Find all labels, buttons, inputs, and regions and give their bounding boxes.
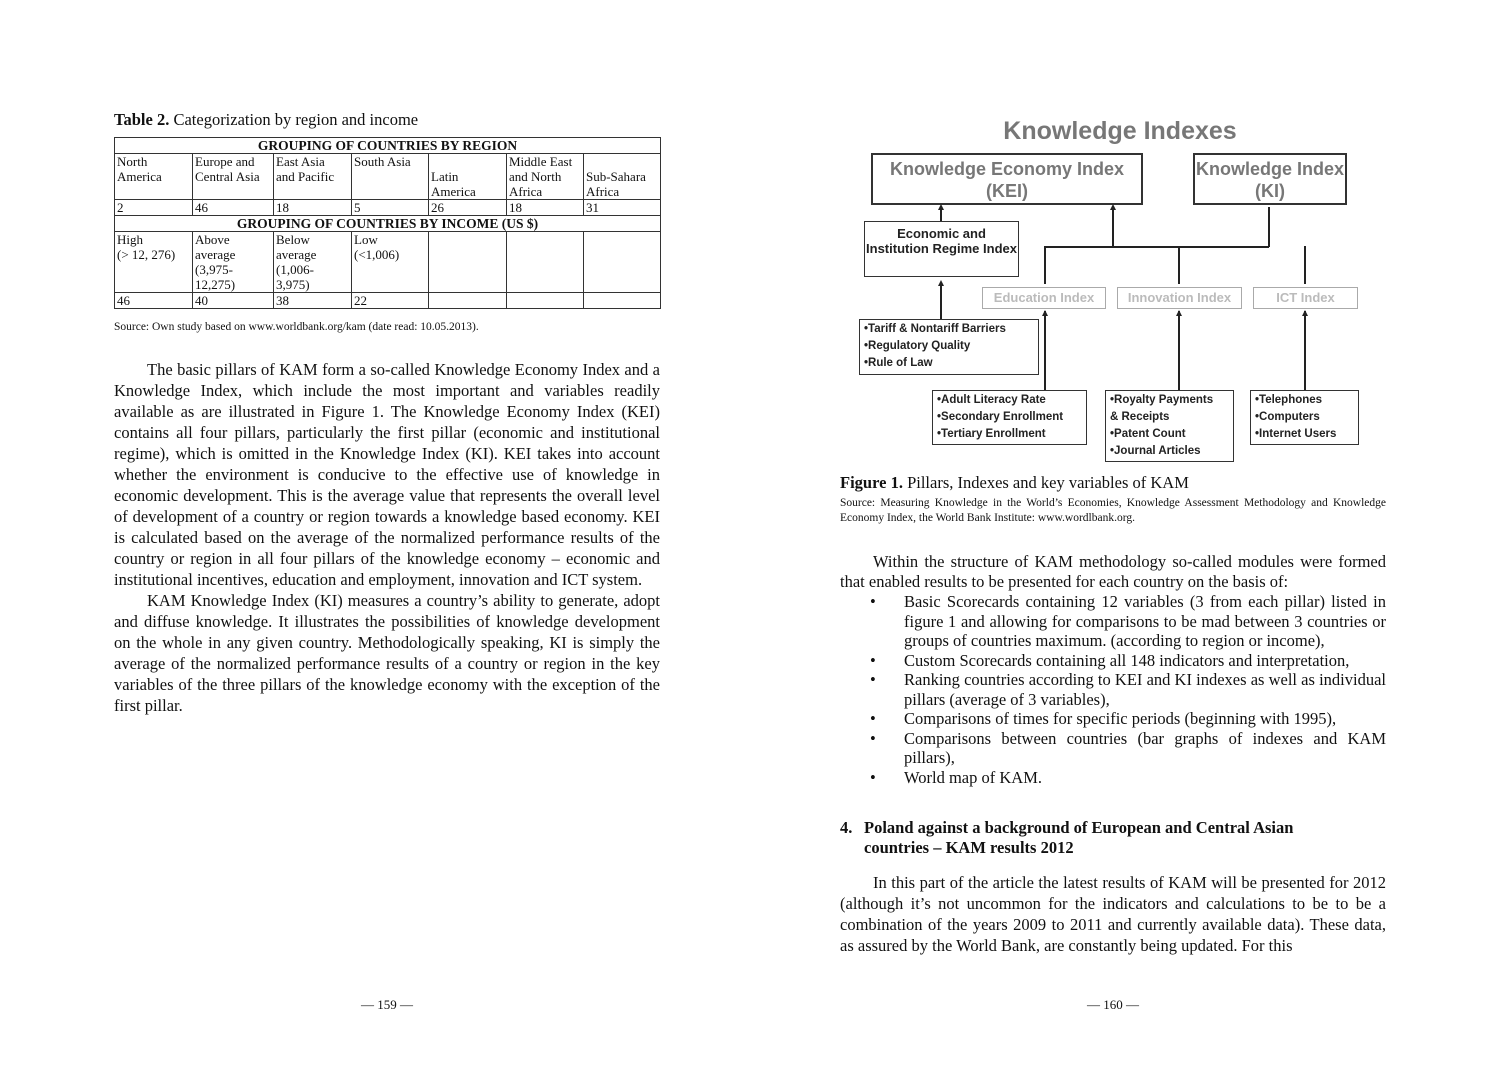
header-line: average bbox=[276, 247, 317, 262]
table-cell: 5 bbox=[352, 200, 429, 216]
header-line: America bbox=[431, 184, 476, 199]
bullet-icon: • bbox=[870, 650, 876, 670]
connector-line bbox=[1044, 246, 1269, 248]
header-line: Africa bbox=[586, 184, 620, 199]
ict-index-label: ICT Index bbox=[1276, 290, 1335, 305]
diagram-title: Knowledge Indexes bbox=[1003, 117, 1237, 145]
bullet-icon: • bbox=[870, 709, 876, 728]
header-line: Central Asia bbox=[195, 169, 260, 184]
eir-index-box bbox=[864, 221, 1019, 277]
header-line: (1,006- bbox=[276, 262, 314, 277]
income-column-header bbox=[193, 232, 274, 293]
header-line: (<1,006) bbox=[354, 247, 400, 262]
modules-list bbox=[840, 592, 1386, 787]
table-cell: 18 bbox=[274, 200, 352, 216]
variable-item: •Tertiary Enrollment bbox=[937, 428, 1046, 440]
region-group-header: GROUPING OF COUNTRIES BY REGION bbox=[115, 138, 661, 154]
table-cell: 31 bbox=[584, 200, 661, 216]
region-column-header bbox=[193, 154, 274, 200]
education-index-label: Education Index bbox=[993, 290, 1095, 305]
kei-box bbox=[871, 153, 1143, 205]
variable-item: •Patent Count bbox=[1110, 428, 1186, 440]
ki-label: Knowledge Index (KI) bbox=[1195, 159, 1345, 201]
region-column-header bbox=[115, 154, 193, 200]
table-cell: 40 bbox=[193, 293, 274, 309]
arrow-icon bbox=[1302, 310, 1308, 316]
header-line: Low bbox=[354, 232, 378, 247]
region-column-header bbox=[352, 154, 429, 200]
modules-intro bbox=[840, 552, 1386, 592]
table-cell: 38 bbox=[274, 293, 352, 309]
list-item bbox=[840, 729, 1386, 768]
right-page bbox=[750, 0, 1500, 1068]
list-item-text: Custom Scorecards containing all 148 indicators and interpretation, bbox=[904, 650, 1350, 670]
header-line: East Asia bbox=[276, 154, 325, 169]
figure-caption-label: Figure 1. bbox=[840, 473, 903, 492]
table-row bbox=[115, 293, 661, 309]
eir-variables-box bbox=[859, 319, 1039, 375]
variable-item: •Internet Users bbox=[1255, 428, 1337, 440]
table-cell: 26 bbox=[429, 200, 507, 216]
paragraph: The basic pillars of KAM form a so-called Knowledge Economy Index and a Knowledge Index, which include the most important and variables readily available as are illustrated in Figure 1. The Knowledge Economy Index (KEI) contains all four pillars, particularly the first pillar (economic and institutional regime), which is omitted in the Knowledge Index (KI). KEI takes into account whether the environment is conducive to the effective use of knowledge in economic development. This is the average value that represents the overall level of development of a country or region towards a knowledge based economy. KEI is calculated based on the average of the normalized performance results of the country or region in all four pillars of the knowledge economy – economic and institutional incentives, education and employment, innovation and ICT system. bbox=[114, 360, 660, 589]
paragraph: KAM Knowledge Index (KI) measures a country’s ability to generate, adopt and diffuse knowledge. It illustrates the possibilities of knowledge development on the whole in any given country. Methodologically speaking, KI is simply the average of the normalized performance results of a country or region in the key variables of the three pillars of the knowledge economy with the exception of the first pillar. bbox=[114, 591, 660, 715]
region-income-table bbox=[114, 137, 661, 309]
innovation-index-box bbox=[1117, 287, 1242, 309]
variable-item: •Journal Articles bbox=[1110, 445, 1201, 457]
kei-label: Knowledge Economy Index (KEI) bbox=[889, 159, 1125, 201]
table-source: Source: Own study based on www.worldbank.org/kam (date read: 10.05.2013). bbox=[114, 321, 479, 333]
ki-box bbox=[1193, 153, 1347, 205]
bullet-icon: • bbox=[870, 767, 876, 787]
variable-item: •Secondary Enrollment bbox=[937, 411, 1064, 423]
table-row bbox=[115, 138, 661, 154]
paragraph: In this part of the article the latest results of KAM will be presented for 2012 (although it’s not uncommon for the indicators and calculations to be to be a combination of the years 2009 to 2011 and currently available data). These data, as assured by the World Bank, are constantly being updated. For this bbox=[840, 873, 1386, 955]
list-item bbox=[840, 592, 1386, 651]
header-line bbox=[354, 184, 426, 199]
income-column-header bbox=[507, 232, 584, 293]
connector-line bbox=[1044, 311, 1046, 390]
header-line: Above bbox=[195, 232, 230, 247]
list-item bbox=[840, 768, 1386, 788]
header-line bbox=[195, 184, 271, 199]
header-line: Latin bbox=[431, 169, 459, 184]
income-column-header bbox=[584, 232, 661, 293]
header-line bbox=[354, 169, 426, 184]
bullet-icon: • bbox=[870, 728, 876, 748]
header-line: and Pacific bbox=[276, 169, 335, 184]
header-line bbox=[276, 184, 349, 199]
paragraph: Within the structure of KAM methodology so-called modules were formed that enabled results to be presented for each country on the basis of: bbox=[840, 552, 1386, 591]
table-cell: 22 bbox=[352, 293, 429, 309]
income-group-header: GROUPING OF COUNTRIES BY INCOME (US $) bbox=[115, 216, 661, 232]
region-column-header bbox=[507, 154, 584, 200]
header-line: and North bbox=[509, 169, 562, 184]
variable-item: •Tariff & Nontariff Barriers bbox=[864, 323, 1006, 335]
table-row bbox=[115, 232, 661, 293]
table-caption-text: Categorization by region and income bbox=[169, 110, 419, 129]
page-number: — 159 — bbox=[361, 997, 413, 1012]
table-cell: 2 bbox=[115, 200, 193, 216]
variable-item: •Telephones bbox=[1255, 394, 1323, 406]
header-line: 3,975) bbox=[276, 277, 310, 292]
arrow-icon bbox=[1110, 204, 1116, 210]
list-item bbox=[840, 670, 1386, 709]
header-line: America bbox=[117, 169, 162, 184]
income-column-header bbox=[274, 232, 352, 293]
arrow-icon bbox=[938, 204, 944, 210]
header-line: average bbox=[195, 247, 236, 262]
region-column-header bbox=[274, 154, 352, 200]
header-line: 12,275) bbox=[195, 277, 236, 292]
bullet-icon: • bbox=[870, 592, 876, 611]
section-heading bbox=[840, 818, 1360, 858]
table-cell bbox=[584, 293, 661, 309]
knowledge-indexes-diagram bbox=[855, 115, 1400, 465]
table-row bbox=[115, 216, 661, 232]
left-body-text bbox=[114, 359, 660, 716]
ict-variables-box bbox=[1250, 390, 1359, 445]
figure-caption-text: Pillars, Indexes and key variables of KAM bbox=[902, 473, 1189, 492]
innovation-index-label: Innovation Index bbox=[1127, 290, 1232, 305]
list-item bbox=[840, 651, 1386, 671]
connector-line bbox=[1112, 207, 1114, 247]
variable-item: •Adult Literacy Rate bbox=[937, 394, 1046, 406]
variable-item: •Regulatory Quality bbox=[864, 340, 971, 352]
arrow-icon bbox=[1176, 310, 1182, 316]
variable-item: •Rule of Law bbox=[864, 357, 933, 369]
header-line: Middle East bbox=[509, 154, 573, 169]
list-item bbox=[840, 709, 1386, 729]
figure-source: Source: Measuring Knowledge in the World’s Economies, Knowledge Assessment Methodology and Knowledge Economy Index, the World Bank Institute: www.wordlbank.org. bbox=[840, 497, 1386, 524]
region-column-header bbox=[584, 154, 661, 200]
list-item-text: Comparisons between countries (bar graphs of indexes and KAM pillars), bbox=[904, 728, 1386, 767]
variable-item: & Receipts bbox=[1110, 411, 1170, 423]
table-cell bbox=[507, 293, 584, 309]
list-item-text: World map of KAM. bbox=[904, 767, 1042, 787]
connector-line bbox=[1178, 246, 1180, 284]
income-column-header bbox=[115, 232, 193, 293]
education-variables-box bbox=[932, 390, 1087, 445]
list-item-text: Ranking countries according to KEI and KI indexes as well as individual pillars (average of 3 variables), bbox=[904, 670, 1386, 709]
connector-line bbox=[940, 283, 942, 319]
table-caption bbox=[114, 110, 418, 130]
connector-line bbox=[1304, 311, 1306, 390]
income-column-header bbox=[352, 232, 429, 293]
table-cell: 46 bbox=[193, 200, 274, 216]
table-cell: 18 bbox=[507, 200, 584, 216]
variable-item: •Computers bbox=[1255, 411, 1320, 423]
header-line: Europe and bbox=[195, 154, 255, 169]
connector-line bbox=[1304, 246, 1306, 284]
header-line: South Asia bbox=[354, 154, 411, 169]
table-cell bbox=[429, 293, 507, 309]
innovation-variables-box bbox=[1105, 390, 1234, 462]
arrow-icon bbox=[938, 280, 944, 286]
list-item-text: Comparisons of times for specific periods (beginning with 1995), bbox=[904, 709, 1337, 728]
variable-item: •Royalty Payments bbox=[1110, 394, 1214, 406]
header-line: Sub-Sahara bbox=[586, 169, 646, 184]
page-number: — 160 — bbox=[1087, 997, 1139, 1012]
table-caption-label: Table 2. bbox=[114, 110, 170, 129]
region-column-header bbox=[429, 154, 507, 200]
eir-index-label: Economic and Institution Regime Index bbox=[866, 226, 1017, 256]
header-line: High bbox=[117, 232, 143, 247]
ict-index-box bbox=[1253, 287, 1358, 309]
header-line: Africa bbox=[509, 184, 543, 199]
header-line: North bbox=[117, 154, 148, 169]
figure-caption bbox=[840, 473, 1189, 493]
table-row bbox=[115, 154, 661, 200]
header-line bbox=[117, 184, 190, 199]
arrow-icon bbox=[1042, 310, 1048, 316]
table-row bbox=[115, 200, 661, 216]
list-item-text: Basic Scorecards containing 12 variables (3 from each pillar) listed in figure 1 and allowing for comparisons to be mad between 3 countries or groups of countries maximum. (according to region or income), bbox=[904, 592, 1386, 650]
header-line: (> 12, 276) bbox=[117, 247, 176, 262]
bullet-icon: • bbox=[870, 670, 876, 689]
section-number: 4. bbox=[840, 818, 853, 837]
connector-line bbox=[1268, 207, 1270, 247]
connector-line bbox=[1178, 311, 1180, 390]
results-paragraph bbox=[840, 872, 1386, 956]
income-column-header bbox=[429, 232, 507, 293]
section-title: Poland against a background of European and Central Asian countries – KAM results 2012 bbox=[864, 818, 1294, 857]
education-index-box bbox=[982, 287, 1106, 309]
header-line: (3,975- bbox=[195, 262, 233, 277]
table-cell: 46 bbox=[115, 293, 193, 309]
connector-line bbox=[1044, 246, 1046, 284]
header-line: Below bbox=[276, 232, 310, 247]
